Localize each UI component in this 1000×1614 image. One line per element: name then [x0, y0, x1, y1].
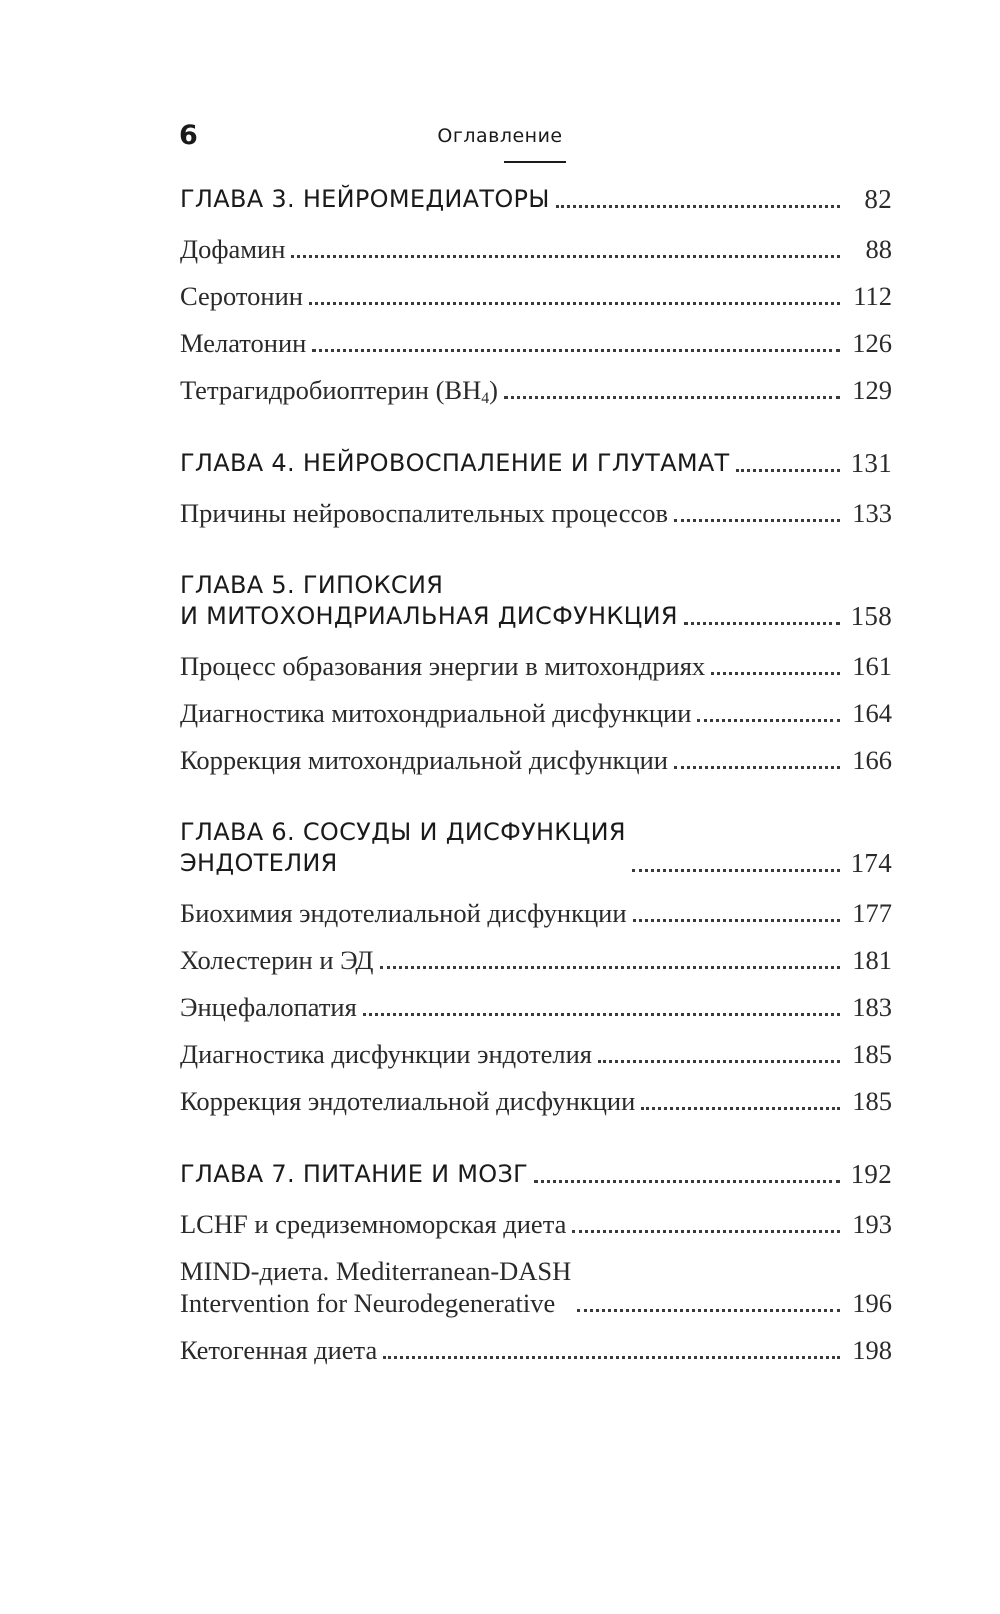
dot-leader: [632, 868, 840, 872]
chapter-page: 82: [864, 184, 892, 214]
entry-page: 88: [865, 234, 892, 264]
toc-entry[interactable]: [180, 991, 892, 1023]
chapter-heading[interactable]: [180, 183, 892, 215]
entry-page: 161: [852, 651, 892, 681]
entry-page: 196: [852, 1288, 892, 1318]
entry-title: Холестерин и ЭД: [180, 945, 374, 975]
entry-title: [180, 374, 498, 406]
entry-page: 177: [852, 898, 892, 928]
toc-entry[interactable]: [180, 944, 892, 976]
chapter-heading[interactable]: [180, 1158, 892, 1190]
entry-title: Диагностика митохондриальной дисфункции: [180, 698, 692, 728]
entry-title: Диагностика дисфункции эндотелия: [180, 1039, 592, 1069]
dot-leader: [556, 204, 840, 208]
chapter-7: [180, 1158, 892, 1366]
entry-title: Биохимия эндотелиальной дисфункции: [180, 898, 627, 928]
entry-page: 126: [852, 328, 892, 358]
entry-title: LCHF и средиземноморская диета: [180, 1209, 567, 1239]
entry-title: Серотонин: [180, 281, 303, 311]
entry-page: 164: [852, 698, 892, 728]
dot-leader: [383, 1355, 840, 1359]
chapter-heading[interactable]: [180, 447, 892, 479]
dot-leader: [309, 301, 840, 305]
running-title: Оглавление: [437, 125, 563, 147]
chapter-title-line1: ГЛАВА 6. СОСУДЫ И ДИСФУНКЦИЯ: [180, 818, 626, 846]
toc-entry[interactable]: [180, 897, 892, 929]
table-of-contents: [180, 183, 892, 1381]
entry-title-subscript: 4: [481, 390, 490, 407]
dot-leader: [291, 254, 840, 258]
chapter-title: [180, 570, 678, 632]
dot-leader: [598, 1059, 840, 1063]
dot-leader: [633, 918, 840, 922]
dot-leader: [363, 1012, 840, 1016]
entry-title: Мелатонин: [180, 328, 307, 358]
toc-entry[interactable]: [180, 650, 892, 682]
dot-leader: [684, 621, 840, 625]
toc-entry[interactable]: [180, 280, 892, 312]
entry-page: 133: [852, 498, 892, 528]
dot-leader: [312, 348, 840, 352]
dot-leader: [577, 1308, 840, 1312]
chapter-title: [180, 817, 626, 879]
chapter-5: [180, 570, 892, 776]
entry-title: Коррекция эндотелиальной дисфункции: [180, 1086, 636, 1116]
chapter-title: ГЛАВА 7. ПИТАНИЕ И МОЗГ: [180, 1160, 529, 1188]
entry-page: 181: [852, 945, 892, 975]
entry-page: 185: [852, 1086, 892, 1116]
dot-leader: [504, 395, 840, 399]
toc-entry[interactable]: [180, 1208, 892, 1240]
chapter-4: [180, 447, 892, 529]
chapter-page: 158: [850, 601, 892, 631]
entry-title-end: ): [489, 375, 498, 405]
toc-entry[interactable]: [180, 1255, 892, 1319]
chapter-page: 131: [850, 448, 892, 478]
chapter-title: ГЛАВА 4. НЕЙРОВОСПАЛЕНИЕ И ГЛУТАМАТ: [180, 449, 730, 477]
chapter-title-line1: ГЛАВА 5. ГИПОКСИЯ: [180, 571, 444, 599]
toc-entry[interactable]: [180, 233, 892, 265]
chapter-3: [180, 183, 892, 406]
dot-leader: [641, 1106, 840, 1110]
entry-page: 112: [853, 281, 892, 311]
toc-entry[interactable]: [180, 697, 892, 729]
toc-entry[interactable]: [180, 1038, 892, 1070]
entry-title: Энцефалопатия: [180, 992, 357, 1022]
toc-entry[interactable]: [180, 1085, 892, 1117]
entry-title: Коррекция митохондриальной дисфункции: [180, 745, 668, 775]
dot-leader: [572, 1229, 840, 1233]
toc-entry[interactable]: [180, 744, 892, 776]
dot-leader: [380, 965, 840, 969]
dot-leader: [674, 518, 840, 522]
entry-title: Дофамин: [180, 234, 286, 264]
toc-entry[interactable]: [180, 327, 892, 359]
dot-leader: [674, 765, 840, 769]
entry-title: Процесс образования энергии в митохондриях: [180, 651, 706, 681]
chapter-title: ГЛАВА 3. НЕЙРОМЕДИАТОРЫ: [180, 185, 550, 213]
chapter-page: 192: [850, 1159, 892, 1189]
dot-leader: [711, 671, 840, 675]
entry-page: 129: [852, 375, 892, 405]
entry-title: Причины нейровоспалительных процессов: [180, 498, 668, 528]
chapter-title-line2: И МИТОХОНДРИАЛЬНАЯ ДИСФУНКЦИЯ: [180, 602, 678, 630]
toc-entry[interactable]: [180, 374, 892, 406]
entry-page: 166: [852, 745, 892, 775]
chapter-title-line2: ЭНДОТЕЛИЯ: [180, 849, 338, 877]
toc-entry[interactable]: [180, 1334, 892, 1366]
chapter-heading[interactable]: [180, 570, 892, 632]
entry-title-line1: MIND-диета. Mediterranean-DASH: [180, 1256, 572, 1286]
entry-page: 198: [852, 1335, 892, 1365]
title-underline: [504, 161, 566, 163]
dot-leader: [736, 468, 840, 472]
page-number: 6: [179, 120, 198, 151]
chapter-heading[interactable]: [180, 817, 892, 879]
entry-title-line2: Intervention for Neurodegenerative: [180, 1288, 556, 1318]
dot-leader: [697, 718, 840, 722]
chapter-page: 174: [850, 848, 892, 878]
entry-title-main: Тетрагидробиоптерин (BH: [180, 375, 482, 405]
entry-title: [180, 1255, 571, 1319]
entry-title: Кетогенная диета: [180, 1335, 378, 1365]
entry-page: 185: [852, 1039, 892, 1069]
entry-page: 183: [852, 992, 892, 1022]
page-header: [0, 0, 1000, 170]
dot-leader: [534, 1179, 840, 1183]
toc-entry[interactable]: [180, 497, 892, 529]
chapter-6: [180, 817, 892, 1117]
entry-page: 193: [852, 1209, 892, 1239]
